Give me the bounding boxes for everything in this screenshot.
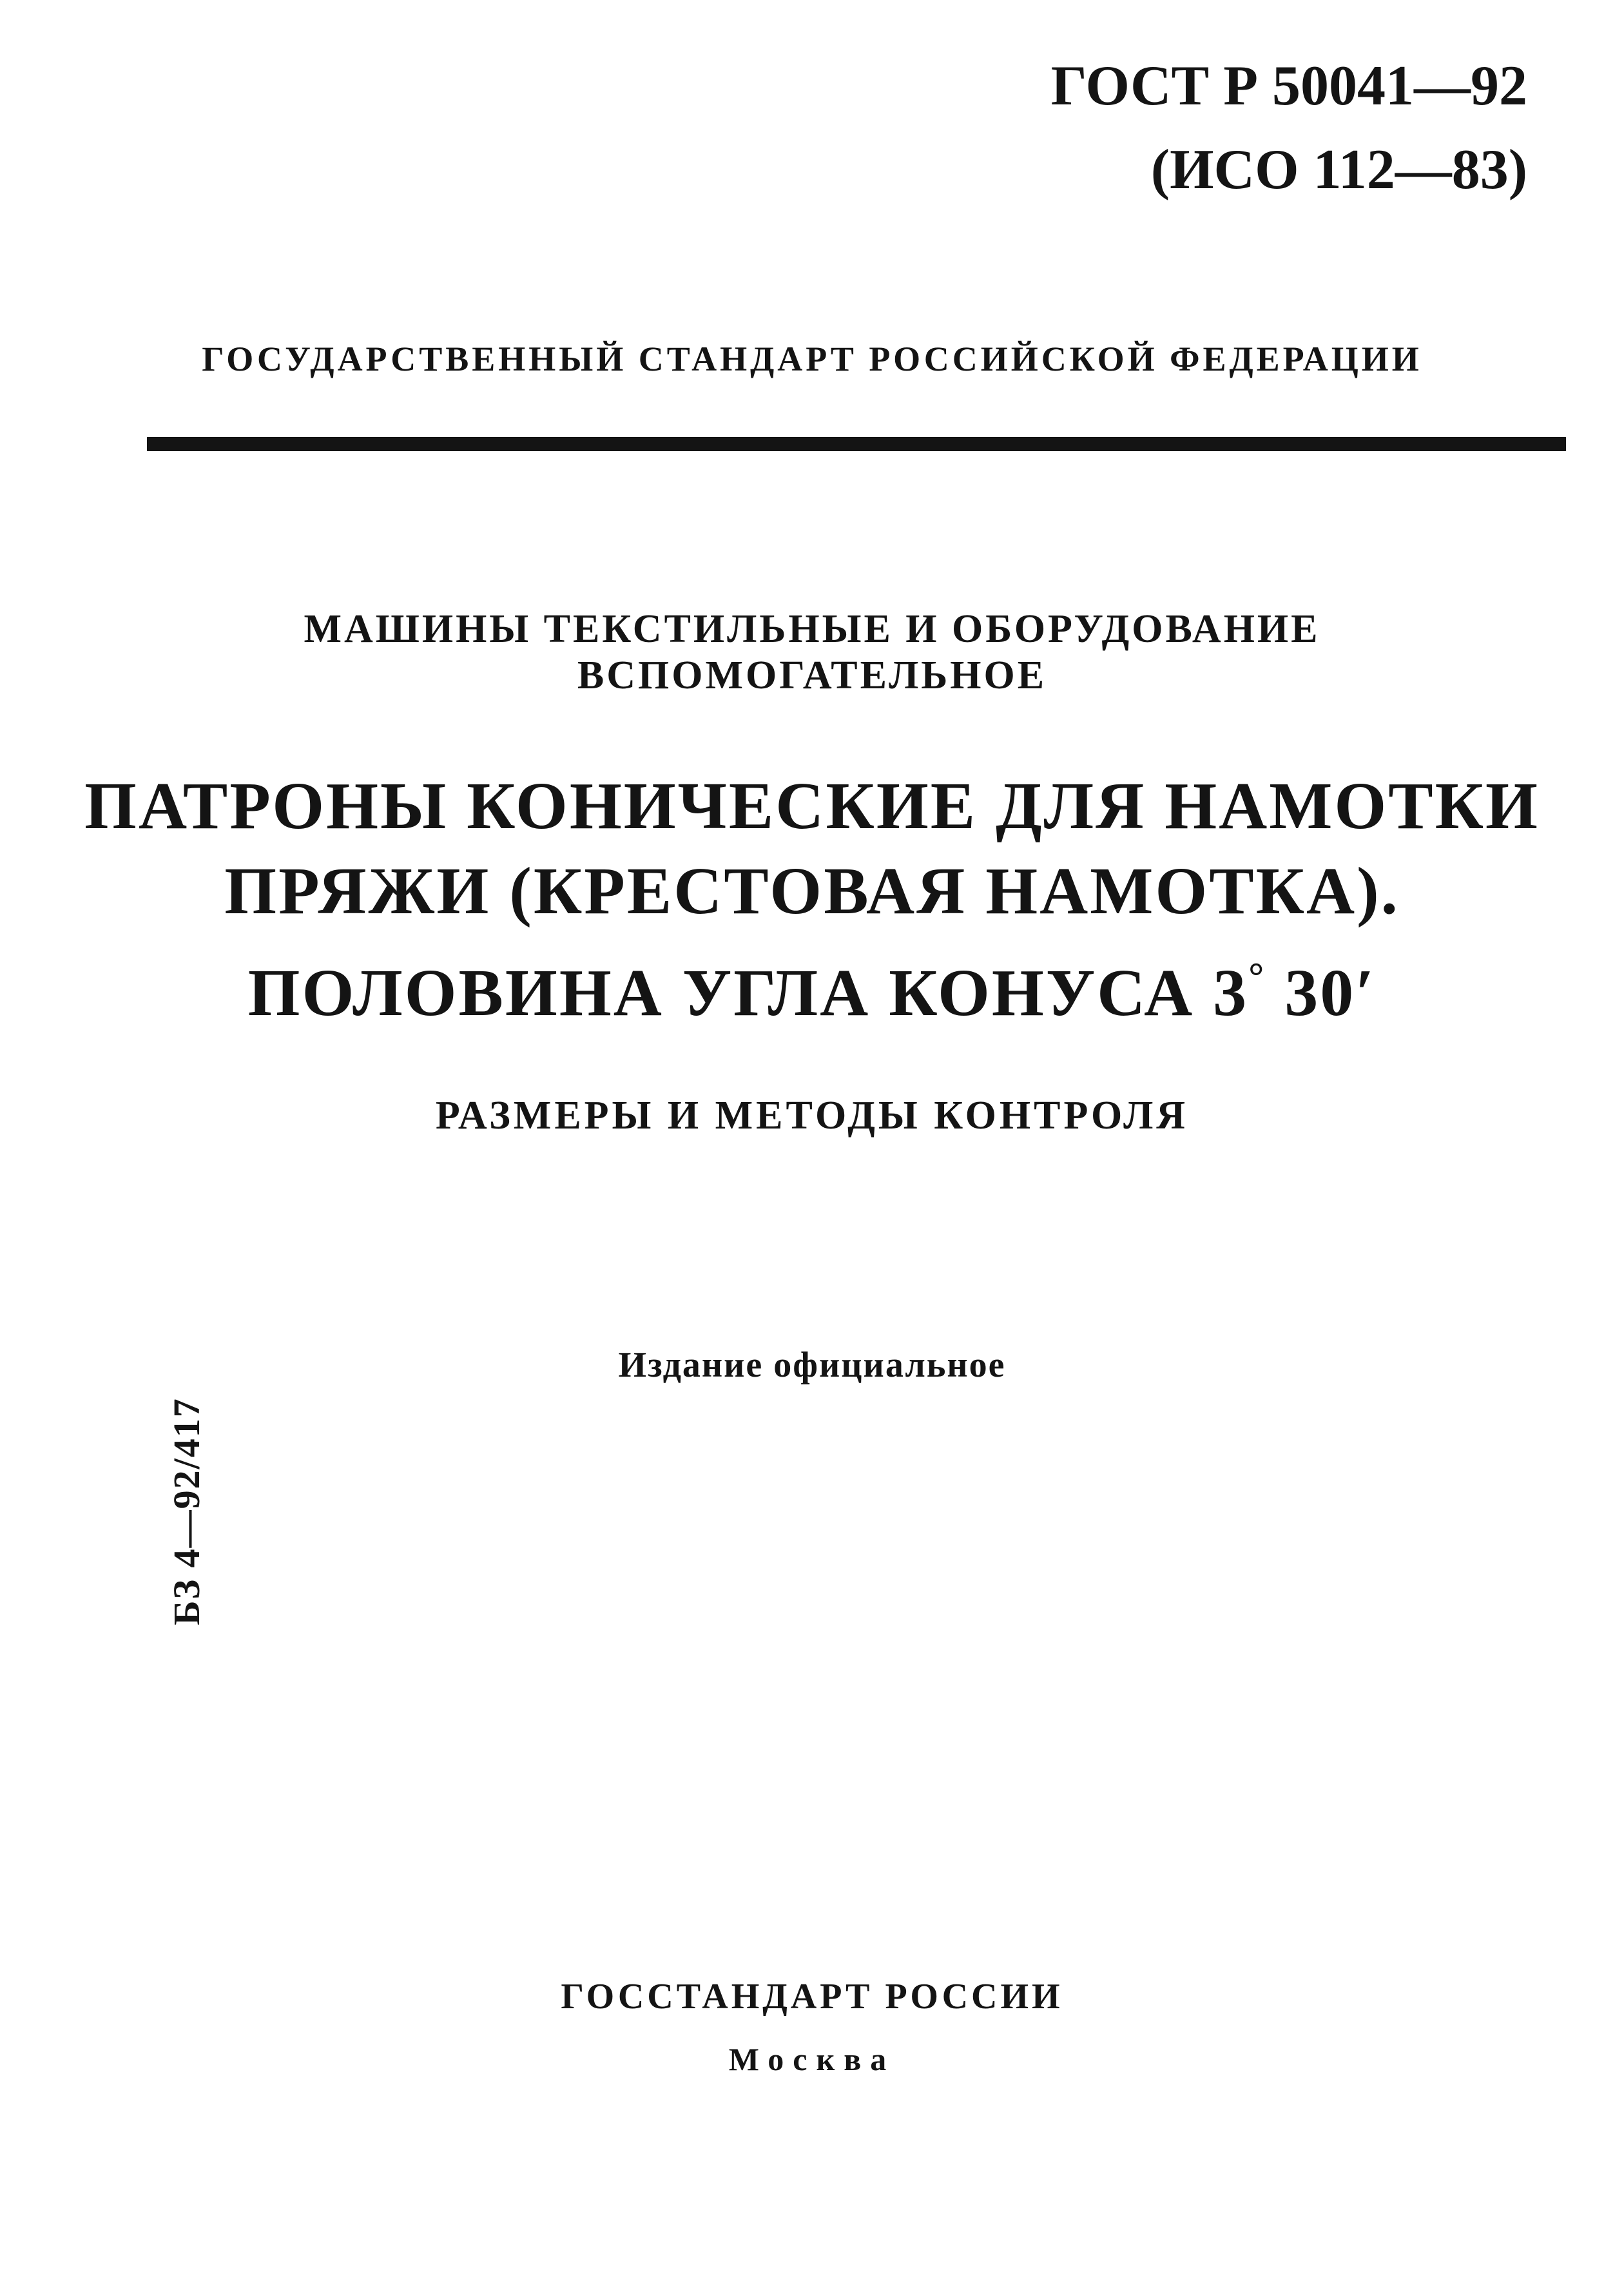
heading-divider	[147, 437, 1566, 451]
degree-symbol: °	[1248, 955, 1266, 998]
title-line-1: ПАТРОНЫ КОНИЧЕСКИЕ ДЛЯ НАМОТКИ	[84, 769, 1540, 843]
iso-reference: (ИСО 112—83)	[1150, 139, 1527, 201]
city: Москва	[728, 2041, 896, 2077]
title-line-3	[0, 934, 1624, 1036]
title-line-3-text: ПОЛОВИНА УГЛА КОНУСА 3	[247, 956, 1249, 1030]
title-line-2: ПРЯЖИ (КРЕСТОВАЯ НАМОТКА).	[224, 854, 1400, 928]
title-line-3-minutes: 30′	[1266, 956, 1377, 1030]
side-code-text: БЗ 4—92/417	[166, 1397, 208, 1625]
side-code	[161, 1370, 213, 1653]
document-subtitle: РАЗМЕРЫ И МЕТОДЫ КОНТРОЛЯ	[435, 1094, 1189, 1138]
standard-number: ГОСТ Р 50041—92	[1050, 55, 1527, 117]
edition-label: Издание официальное	[618, 1345, 1006, 1385]
document-title	[0, 764, 1624, 1036]
publisher: ГОССТАНДАРТ РОССИИ	[561, 1977, 1063, 2017]
category-line-1: МАШИНЫ ТЕКСТИЛЬНЫЕ И ОБОРУДОВАНИЕ	[304, 607, 1320, 651]
category-line-2: ВСПОМОГАТЕЛЬНОЕ	[577, 654, 1047, 697]
category-heading	[0, 606, 1624, 699]
state-standard-heading: ГОСУДАРСТВЕННЫЙ СТАНДАРТ РОССИЙСКОЙ ФЕДЕРАЦИИ	[202, 340, 1422, 378]
